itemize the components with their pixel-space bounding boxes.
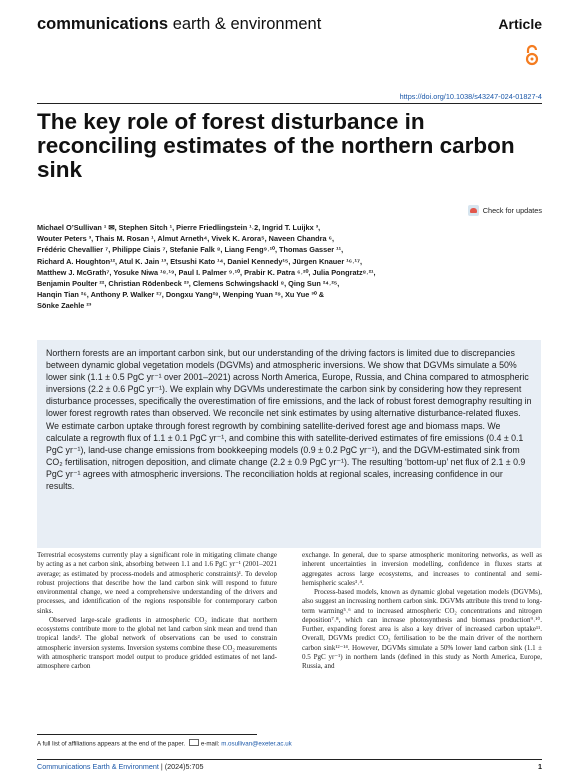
header-divider <box>37 103 542 104</box>
page-number: 1 <box>538 762 542 771</box>
abstract-box <box>37 340 541 548</box>
doi-link[interactable]: https://doi.org/10.1038/s43247-024-01827-4 <box>399 92 542 101</box>
article-type-label: Article <box>498 16 542 32</box>
journal-name: communications earth & environment <box>37 15 322 33</box>
footer-journal-name: Communications Earth & Environment <box>37 762 159 771</box>
author-line: Benjamin Poulter ²², Christian Rödenbeck ²³, Clemens Schwingshackl ⁸, Qing Sun ²⁴˒²⁵, <box>37 279 340 289</box>
open-access-lock-icon <box>524 44 540 66</box>
paragraph: Process-based models, known as dynamic global vegetation models (DGVMs), also suggest an increasing northern carbon sink. DGVMs attribute this trend to long-term warming⁵˒⁶ and to increased atmospheric CO₂ concentrations and nitrogen deposition⁷˒⁸, which can increase photosynthesis and biomass production⁹˒¹⁰. Further, expanding forest area is also a key driver of increased carbon uptake¹¹. Overall, DGVMs predict CO₂ fertilisation to be the main driver of the northern carbon sink¹²⁻¹⁴. However, DGVMs simulate a 50% lower land carbon sink (1.1 ± 0.5 PgC yr⁻¹) in northern lands (defined in this study as North America, Europe, Russia, and <box>302 588 542 670</box>
author-list <box>37 222 542 312</box>
author-line: Frédéric Chevallier ⁷, Philippe Ciais ⁷, Stefanie Falk ⁸, Liang Feng⁹˒¹⁰, Thomas Gasser ¹¹, <box>37 245 344 255</box>
check-updates-label: Check for updates <box>482 206 542 215</box>
email-link[interactable]: m.osullivan@exeter.ac.uk <box>221 740 292 748</box>
footer-divider <box>37 759 542 760</box>
paragraph: exchange. In general, due to sparse atmospheric monitoring networks, as well as inherent uncertainties in inversion modelling, confidence in fluxes starts at aggregates across large ecosystems, and increases to continental and semi-hemispheric scales³˒⁴. <box>302 551 542 587</box>
body-column-right <box>302 551 542 671</box>
footer-citation: | (2024)5:705 <box>160 762 204 771</box>
author-line: Wouter Peters ³, Thais M. Rosan ¹, Almut Arneth⁴, Vivek K. Arora⁵, Naveen Chandra ⁶, <box>37 234 335 244</box>
check-updates-icon <box>468 205 479 216</box>
abstract-text: Northern forests are an important carbon sink, but our understanding of the driving factors is limited due to discrepancies between dynamic global vegetation models (DGVMs) and atmospheric inversions. We show that DGVMs simulate a 50% lower sink (1.1 ± 0.5 PgC yr⁻¹ over 2001–2021) across North America, Europe, Russia, and China compared to atmospheric inversions (2.2 ± 0.6 PgC yr⁻¹). We explain why DGVMs underestimate the carbon sink by considering how they represent disturbance processes, specifically the overestimation of fire emissions, and the lack of robust forest demography resulting in lower forest regrowth rates than observed. We reconcile net sink estimates by using alternative disturbance-related fluxes. We estimate carbon uptake through forest regrowth by combining satellite-derived forest age and biomass maps. We calculate a regrowth flux of 1.1 ± 0.1 PgC yr⁻¹, and combine this with satellite-derived estimates of fire emissions (0.4 ± 0.1 PgC yr⁻¹), land-use change emissions from bookkeeping models (0.9 ± 0.2 PgC yr⁻¹), and the DGVM-estimated sink from CO₂ fertilisation, nitrogen deposition, and climate change (2.2 ± 0.9 PgC yr⁻¹). The resulting ‘bottom-up’ net flux of 2.1 ± 0.9 PgC yr⁻¹ agrees with atmospheric inversions. The reconciliation holds at regional scales, increasing confidence in our results. <box>46 348 532 492</box>
footnote-text: A full list of affiliations appears at the end of the paper. <box>37 740 186 748</box>
paragraph: Terrestrial ecosystems currently play a significant role in mitigating climate change by acting as a net carbon sink, absorbing between 1.1 and 1.6 PgC yr⁻¹ (2001–2021 average; as estimated by process-models and atmospheric constraints)¹. To develop robust projections that describe how the land carbon sink will respond to future environmental change, we need a comprehensive understanding of the drivers and processes, and identification of the regions responsible for contemporary carbon sinks. <box>37 551 277 615</box>
email-icon <box>189 739 199 746</box>
email-label: e-mail: <box>200 740 220 748</box>
check-for-updates-button[interactable] <box>468 205 542 216</box>
author-line: Sönke Zaehle ²³ <box>37 301 92 311</box>
author-line: Matthew J. McGrath⁷, Yosuke Niwa ¹⁸˒¹⁹, Paul I. Palmer ⁹˒¹⁰, Prabir K. Patra ⁶˒²⁰, Julia Pongratz⁸˒²¹, <box>37 267 376 277</box>
footnote-divider <box>37 734 257 735</box>
author-line: Hanqin Tian ²⁶, Anthony P. Walker ²⁷, Dongxu Yang²⁸, Wenping Yuan ²⁹, Xu Yue ³⁰ & <box>37 290 325 300</box>
footnote <box>37 739 292 748</box>
article-title: The key role of forest disturbance in reconciling estimates of the northern carbon sink <box>37 109 515 182</box>
body-column-left <box>37 551 277 671</box>
paragraph: Observed large-scale gradients in atmospheric CO₂ indicate that northern ecosystems contribute more to the global net land carbon sink mean and trend than tropical lands². The global network of observations can be used to constrain atmospheric inversion systems. Inversion systems combine these CO₂ measurements with atmospheric transport model output to produce gridded estimates of net land-atmosphere carbon <box>37 615 277 670</box>
page-footer-journal <box>37 762 203 771</box>
author-line: Michael O’Sullivan ¹ ✉, Stephen Sitch ¹, Pierre Friedlingstein ¹˒2, Ingrid T. Luijkx ³, <box>37 223 321 232</box>
author-line: Richard A. Houghton¹², Atul K. Jain ¹³, Etsushi Kato ¹⁴, Daniel Kennedy¹⁵, Jürgen Knauer ¹⁶˒¹⁷, <box>37 256 363 266</box>
